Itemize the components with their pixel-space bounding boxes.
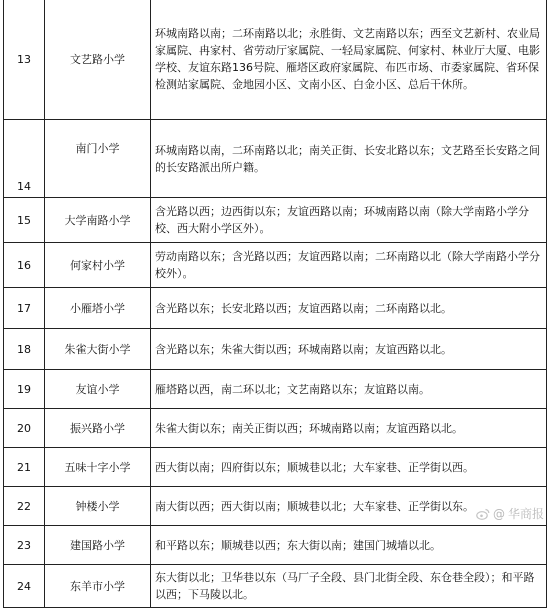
row-number: 23 [4,526,45,565]
table-row [4,329,547,370]
row-number: 13 [4,0,45,120]
table-row [4,120,547,198]
table-row [4,288,547,329]
school-name: 友谊小学 [45,370,151,409]
row-number: 20 [4,409,45,448]
district-description: 环城南路以南；二环南路以北；永胜街、文艺南路以东；西至文艺新村、农业局家属院、冉家村、省劳动厅家属院、一轻局家属院、何家村、林业厅大厦、电影学校、友谊东路136号院、雁塔区政府家属院、布匹市场、市委家属院、省环保检测站家属院、金地园小区、文南小区、白金小区、总后干休所。 [151,0,547,120]
district-description: 含光路以东；长安北路以西；友谊西路以南；二环南路以北。 [151,288,547,329]
row-number: 19 [4,370,45,409]
district-description: 环城南路以南，二环南路以北；南关正街、长安北路以东；文艺路至长安路之间的长安路派出所户籍。 [151,120,547,198]
school-name: 朱雀大街小学 [45,329,151,370]
table-row [4,243,547,288]
row-number: 14 [4,120,45,198]
table-row [4,198,547,243]
school-name: 东羊市小学 [45,565,151,608]
district-description: 南大街以西；西大街以南；顺城巷以北；大车家巷、正学街以东。 [151,487,547,526]
row-number: 18 [4,329,45,370]
watermark-text: 华商报 [507,507,544,521]
table-row [4,409,547,448]
school-name: 何家村小学 [45,243,151,288]
school-name: 五味十字小学 [45,448,151,487]
district-description: 和平路以东；顺城巷以西；东大街以南；建国门城墙以北。 [151,526,547,565]
watermark-at: @ [492,506,505,521]
row-number: 16 [4,243,45,288]
school-name: 文艺路小学 [45,0,151,120]
row-number: 15 [4,198,45,243]
school-name: 小雁塔小学 [45,288,151,329]
district-description: 劳动南路以东；含光路以西；友谊西路以南；二环南路以北（除大学南路小学分校外）。 [151,243,547,288]
table-row [4,0,547,120]
table-body [4,0,547,608]
table-row [4,487,547,526]
district-description: 西大街以南；四府街以东；顺城巷以北；大车家巷、正学街以西。 [151,448,547,487]
row-number: 21 [4,448,45,487]
school-name: 建国路小学 [45,526,151,565]
table-row [4,370,547,409]
row-number: 24 [4,565,45,608]
district-description: 东大街以北；卫华巷以东（马厂子全段、县门北街全段、东仓巷全段）；和平路以西；下马陵以北。 [151,565,547,608]
school-name: 南门小学 [45,120,151,198]
row-number: 17 [4,288,45,329]
school-district-table [3,0,547,608]
table-row [4,565,547,608]
table-row [4,526,547,565]
table-row [4,448,547,487]
district-description: 朱雀大街以东；南关正街以西；环城南路以南；友谊西路以北。 [151,409,547,448]
district-description: 含光路以西；边西街以东；友谊西路以南；环城南路以南（除大学南路小学分校、西大附小学区外）。 [151,198,547,243]
row-number: 22 [4,487,45,526]
school-name: 振兴路小学 [45,409,151,448]
school-name: 钟楼小学 [45,487,151,526]
school-name: 大学南路小学 [45,198,151,243]
district-description: 雁塔路以西，南二环以北；文艺南路以东；友谊路以南。 [151,370,547,409]
district-description: 含光路以东；朱雀大街以西；环城南路以南；友谊西路以北。 [151,329,547,370]
